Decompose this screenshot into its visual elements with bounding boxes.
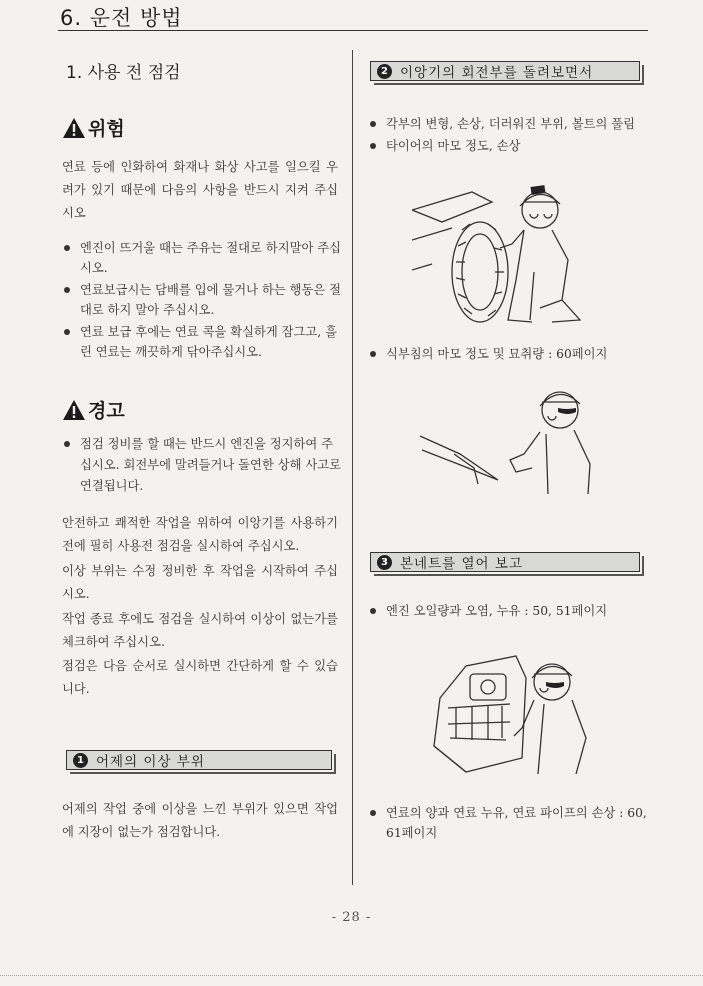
engine-inspection-illustration: [426, 638, 598, 778]
box2-number: 2: [377, 64, 392, 79]
column-divider: [352, 50, 353, 885]
box2-item: 타이어의 마모 정도, 손상: [368, 136, 650, 156]
box2-item: 식부침의 마모 정도 및 묘취량 : 60페이지: [368, 344, 650, 364]
box3-list-after: [368, 803, 656, 845]
page-number: - 28 -: [331, 910, 372, 925]
danger-label: 위험: [88, 118, 125, 140]
box1-header: [66, 750, 332, 770]
paragraph: 작업 종료 후에도 점검을 실시하여 이상이 없는가를 체크하여 주십시오.: [62, 612, 338, 649]
danger-item: 엔진이 뜨거울 때는 주유는 절대로 하지말아 주십시오.: [62, 238, 342, 278]
box3-list: [368, 601, 650, 623]
box2-list: [368, 114, 650, 158]
paragraph: 점검은 다음 순서로 실시하면 간단하게 할 수 있습니다.: [62, 659, 338, 696]
danger-item: 연료보급시는 담배를 입에 물거나 하는 행동은 절대로 하지 말아 주십시오.: [62, 280, 342, 320]
wheel-inspection-illustration: [412, 180, 592, 330]
box1-text: 어제의 작업 중에 이상을 느낀 부위가 있으면 작업에 지장이 없는가 점검합니다.: [62, 802, 338, 839]
caution-label: 경고: [88, 400, 125, 422]
box1-title: 어제의 이상 부위: [96, 754, 205, 770]
box3-number: 3: [377, 555, 392, 570]
box1-number: 1: [73, 753, 88, 768]
box3-item: 엔진 오일량과 오염, 누유 : 50, 51페이지: [368, 601, 650, 621]
danger-heading: [62, 114, 125, 141]
box2-title: 이앙기의 회전부를 돌려보면서: [400, 65, 594, 81]
caution-heading: [62, 396, 125, 423]
scan-edge: [0, 975, 703, 976]
warning-triangle-icon: [62, 117, 86, 139]
box3-item: 연료의 양과 연료 누유, 연료 파이프의 손상 : 60, 61페이지: [368, 803, 656, 843]
chapter-title: 6. 운전 방법: [60, 6, 183, 30]
box2-header: [370, 61, 640, 81]
caution-item: 점검 정비를 할 때는 반드시 엔진을 정지하여 주십시오. 회전부에 말려들거나 돌연한 상해 사고로 연결됩니다.: [62, 434, 342, 497]
danger-item: 연료 보급 후에는 연료 콕을 확실하게 잠그고, 흘린 연료는 깨끗하게 닦아주십시오.: [62, 322, 342, 362]
warning-triangle-icon: [62, 399, 86, 421]
paragraph: 안전하고 쾌적한 작업을 위하여 이앙기를 사용하기 전에 필히 사용전 점검을 실시하여 주십시오.: [62, 516, 338, 553]
box3-header: [370, 552, 640, 572]
planting-claw-illustration: [412, 384, 602, 504]
box2-list-after: [368, 344, 650, 366]
section-title: 1. 사용 전 점검: [66, 63, 181, 83]
box2-item: 각부의 변형, 손상, 더러워진 부위, 볼트의 풀림: [368, 114, 650, 134]
box3-title: 본네트를 열어 보고: [400, 556, 523, 572]
paragraph: 이상 부위는 수정 정비한 후 작업을 시작하여 주십시오.: [62, 564, 338, 601]
caution-list: [62, 434, 342, 499]
danger-list: [62, 238, 342, 364]
danger-intro: 연료 등에 인화하여 화재나 화상 사고를 일으킬 우려가 있기 때문에 다음의 사항을 반드시 지켜 주십시오: [62, 160, 338, 220]
chapter-rule: [58, 30, 648, 31]
